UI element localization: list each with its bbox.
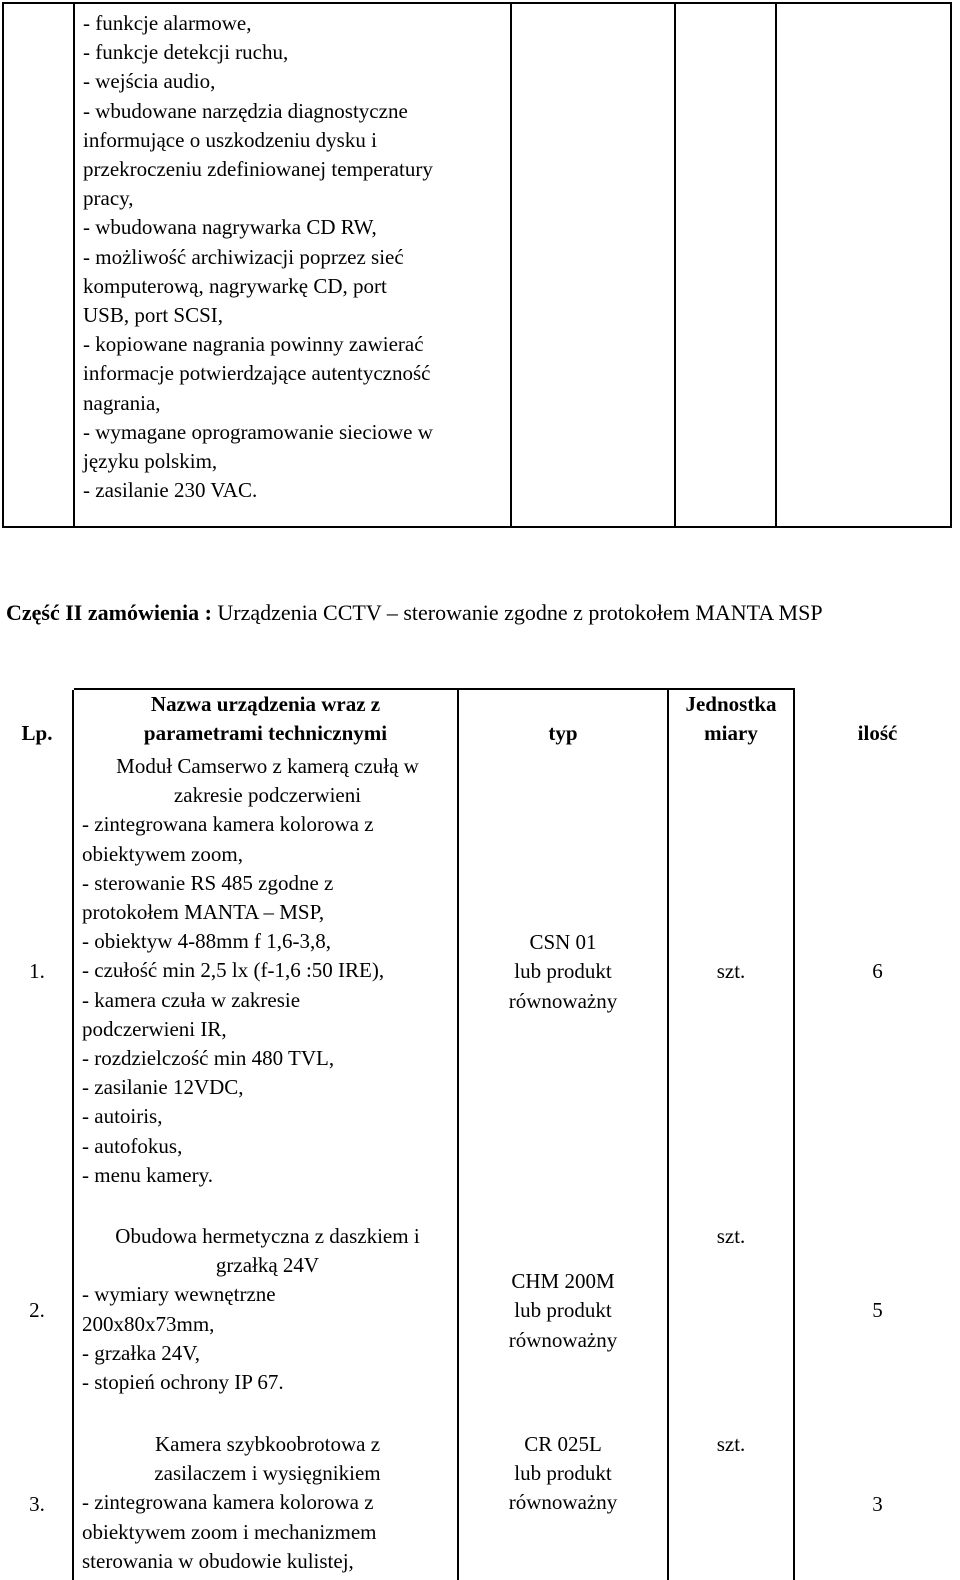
row-quantity: 5	[872, 1298, 883, 1323]
equipment-table-continuation	[2, 2, 952, 528]
description-line: - wbudowane narzędzia diagnostyczne	[83, 98, 408, 123]
row-name-details: - zintegrowana kamera kolorowa z obiektywem zoom i mechanizmem sterowania w obudowie kulistej,	[82, 1490, 377, 1573]
row-spacer	[2, 1400, 960, 1430]
row-name-title: Obudowa hermetyczna z daszkiem i grzałką 24V	[115, 1224, 420, 1278]
header-name-line1: Nazwa urządzenia wraz z	[150, 692, 381, 716]
row-lp: 2.	[29, 1298, 45, 1323]
description-line: nagrania,	[83, 390, 161, 415]
cctv-equipment-table	[2, 688, 960, 1580]
description-line: komputerową, nagrywarkę CD, port	[83, 273, 387, 298]
table-row	[2, 752, 960, 1192]
row-lp: 3.	[29, 1492, 45, 1517]
description-line: - funkcje detekcji ruchu,	[83, 40, 289, 65]
section-heading-bold: Część II zamówienia :	[6, 600, 212, 625]
description-line: - wymagane oprogramowanie sieciowe w	[83, 419, 433, 444]
row-name-title: Kamera szybkoobrotowa z zasilaczem i wysięgnikiem	[154, 1432, 381, 1486]
description-cell	[74, 3, 511, 527]
header-name	[73, 689, 458, 752]
row-name	[73, 1430, 458, 1580]
header-quantity: ilość	[794, 689, 960, 752]
description-line: - funkcje alarmowe,	[83, 11, 252, 35]
header-unit	[668, 689, 794, 752]
unit-cell-empty	[675, 3, 776, 527]
row-typ: CHM 200M lub produkt równoważny	[458, 1222, 668, 1400]
description-line: - możliwość archiwizacji poprzez sieć	[83, 244, 404, 269]
row-name-details: - wymiary wewnętrzne 200x80x73mm, - grzałka 24V, - stopień ochrony IP 67.	[82, 1282, 284, 1395]
table-row	[2, 1222, 960, 1400]
header-unit-line2: miary	[704, 721, 758, 745]
header-unit-line1: Jednostka	[685, 692, 777, 716]
description-line: informujące o uszkodzeniu dysku i	[83, 127, 377, 152]
row-unit: szt.	[668, 1430, 794, 1580]
row-name	[73, 1222, 458, 1400]
description-line: informacje potwierdzające autentyczność	[83, 361, 431, 386]
lp-cell-empty	[3, 3, 74, 527]
description-line: - wejścia audio,	[83, 69, 216, 94]
row-name-title: Moduł Camserwo z kamerą czułą w zakresie podczerwieni	[116, 754, 419, 808]
row-name	[73, 752, 458, 1192]
quantity-cell-empty	[776, 3, 951, 527]
description-line: pracy,	[83, 186, 134, 211]
type-cell-empty	[511, 3, 675, 527]
description-line: przekroczeniu zdefiniowanej temperatury	[83, 157, 433, 182]
row-quantity: 3	[872, 1492, 883, 1517]
header-name-line2: parametrami technicznymi	[143, 721, 388, 745]
description-line: - kopiowane nagrania powinny zawierać	[83, 332, 424, 357]
description-line: USB, port SCSI,	[83, 303, 224, 328]
row-name-details: - zintegrowana kamera kolorowa z obiektywem zoom, - sterowanie RS 485 zgodne z protokołem MANTA – MSP, - obiektyw 4-88mm f 1,6-3,8, - czułość min 2,5 lx (f-1,6 :50 IRE), - kamera czuła w zakresie podczerwieni IR, - rozdzielczość min 480 TVL, - zasilanie 12VDC, - autoiris, - autofokus, - menu kamery.	[82, 812, 385, 1187]
table-row	[2, 1430, 960, 1580]
row-quantity: 6	[872, 959, 883, 984]
row-unit: szt.	[668, 752, 794, 1192]
row-typ: CSN 01 lub produkt równoważny	[458, 752, 668, 1192]
description-line: języku polskim,	[83, 449, 218, 474]
section-heading	[6, 600, 823, 626]
header-typ: typ	[458, 689, 668, 752]
description-line: - zasilanie 230 VAC.	[83, 478, 258, 503]
row-lp: 1.	[29, 959, 45, 984]
section-heading-text: Urządzenia CCTV – sterowanie zgodne z protokołem MANTA MSP	[211, 600, 823, 625]
description-line: - wbudowana nagrywarka CD RW,	[83, 215, 377, 240]
row-unit: szt.	[668, 1222, 794, 1400]
row-spacer	[2, 1192, 960, 1222]
row-typ: CR 025L lub produkt równoważny	[458, 1430, 668, 1580]
header-lp: Lp.	[2, 689, 73, 752]
description-text	[83, 9, 504, 505]
